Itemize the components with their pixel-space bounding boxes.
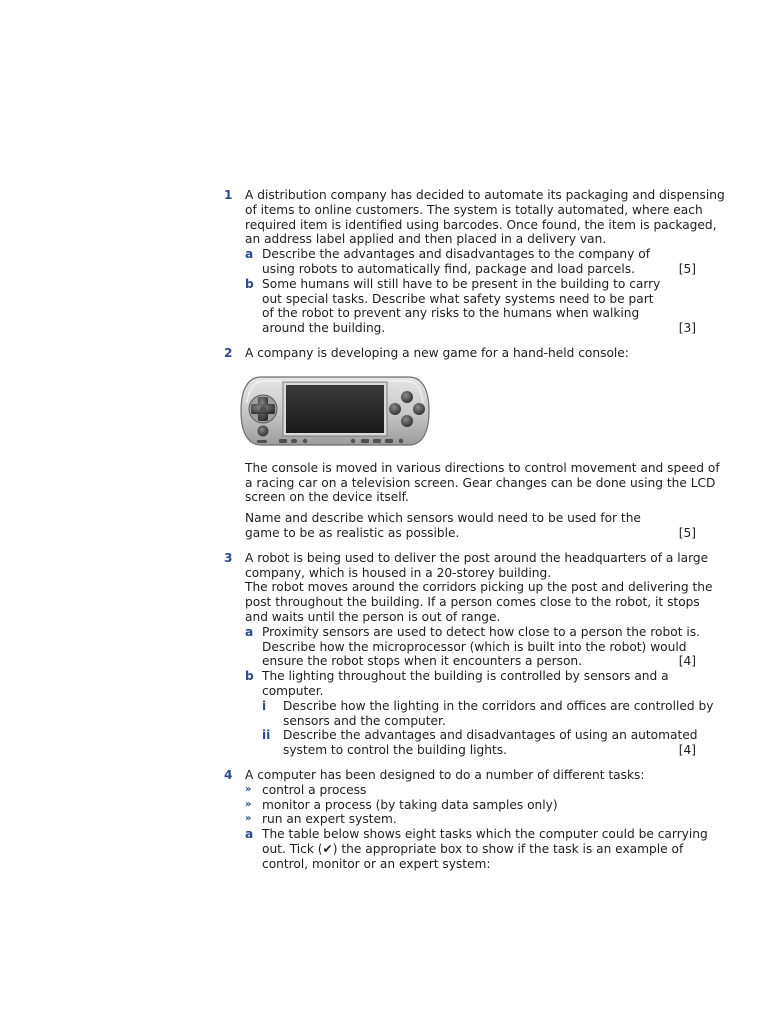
- question-text-line: an address label applied and then placed in a delivery van.: [245, 232, 607, 247]
- question-number: 3: [224, 550, 233, 565]
- part-text-line: Describe how the microprocessor (which is built into the robot) would: [262, 639, 687, 654]
- part-label: a: [245, 247, 254, 262]
- subpart-text-line: sensors and the computer.: [283, 713, 446, 728]
- part-text-line: computer.: [262, 683, 324, 698]
- directional-pad: [249, 395, 277, 423]
- analog-stick: [258, 426, 268, 436]
- bullet-chevron-icon: »: [245, 798, 252, 810]
- part-text-line: of the robot to prevent any risks to the humans when walking: [262, 306, 640, 321]
- part-a: [245, 624, 700, 669]
- subpart-text-line: Describe how the lighting in the corridors and offices are controlled by: [283, 698, 714, 713]
- bullet-text: control a process: [262, 782, 367, 797]
- part-a: [245, 247, 696, 277]
- bullet-chevron-icon: »: [245, 783, 252, 795]
- question-text-line: screen on the device itself.: [245, 490, 409, 505]
- question-text-line: required item is identified using barcodes. Once found, the item is packaged,: [245, 217, 717, 232]
- question-text-line: The console is moved in various directions to control movement and speed of: [245, 460, 720, 475]
- part-text-line: The lighting throughout the building is controlled by sensors and a: [262, 669, 669, 684]
- question-text-line: company, which is housed in a 20-storey building.: [245, 565, 552, 580]
- part-text: around the building.: [262, 321, 386, 336]
- part-label: b: [245, 669, 254, 684]
- question-4: [224, 767, 708, 872]
- mark-allocation: [5]: [678, 261, 696, 276]
- question-text-line: A robot is being used to deliver the post around the headquarters of a large: [245, 550, 709, 565]
- handheld-console-illustration: [239, 373, 431, 451]
- bullet-text: run an expert system.: [262, 812, 397, 827]
- part-text-line: Describe the advantages and disadvantages to the company of: [262, 247, 650, 262]
- mark-allocation: [3]: [678, 321, 696, 336]
- question-text-line: A computer has been designed to do a number of different tasks:: [245, 767, 645, 782]
- question-3: [224, 550, 714, 758]
- question-1: [224, 188, 725, 336]
- part-b: [245, 277, 696, 336]
- part-label: b: [245, 276, 254, 291]
- bullet-item: [245, 798, 696, 813]
- question-text: game to be as realistic as possible.: [245, 525, 460, 540]
- part-text-line: [262, 321, 696, 336]
- subpart-label: i: [262, 698, 267, 713]
- bullet-item: [245, 812, 696, 827]
- question-text-line: [245, 526, 696, 541]
- part-label: a: [245, 827, 254, 842]
- question-text-line: The robot moves around the corridors picking up the post and delivering the: [245, 580, 713, 595]
- part-text-line: The table below shows eight tasks which the computer could be carrying: [262, 827, 708, 842]
- part-text: ensure the robot stops when it encounters a person.: [262, 654, 583, 669]
- question-text-line: post throughout the building. If a person comes close to the robot, it stops: [245, 595, 700, 610]
- question-text-line: Name and describe which sensors would need to be used for the: [245, 511, 641, 526]
- part-text-line: control, monitor or an expert system:: [262, 856, 491, 871]
- bullet-item: [245, 783, 696, 798]
- question-number: 2: [224, 345, 233, 360]
- mark-allocation: [5]: [678, 525, 696, 540]
- mark-allocation: [4]: [678, 743, 696, 758]
- part-label: a: [245, 624, 254, 639]
- question-text-line: A company is developing a new game for a hand-held console:: [245, 345, 629, 360]
- question-text-line: and waits until the person is out of range.: [245, 609, 501, 624]
- part-text: using robots to automatically find, package and load parcels.: [262, 261, 635, 276]
- subpart-i: [262, 698, 714, 729]
- question-number: 1: [224, 188, 233, 202]
- bullet-chevron-icon: »: [245, 813, 252, 825]
- question-2-task: [245, 511, 696, 541]
- part-text-line: [262, 262, 696, 277]
- part-a: [245, 827, 708, 871]
- mark-allocation: [4]: [678, 654, 696, 669]
- part-b: [245, 669, 714, 758]
- subpart-text: system to control the building lights.: [283, 743, 507, 758]
- part-text-line: Some humans will still have to be present in the building to carry: [262, 276, 661, 291]
- question-text-line: A distribution company has decided to automate its packaging and dispensing: [245, 188, 725, 202]
- part-text-line: out. Tick (✔) the appropriate box to show if the task is an example of: [262, 841, 684, 856]
- question-list: [224, 188, 725, 881]
- question-text-line: of items to online customers. The system is totally automated, where each: [245, 202, 703, 217]
- part-text-line: [262, 654, 696, 669]
- subpart-text-line: Describe the advantages and disadvantages of using an automated: [283, 728, 698, 743]
- question-number: 4: [224, 767, 233, 782]
- question-text-line: a racing car on a television screen. Gear changes can be done using the LCD: [245, 475, 716, 490]
- part-text-line: Proximity sensors are used to detect how close to a person the robot is.: [262, 624, 700, 639]
- bullet-text: monitor a process (by taking data samples only): [262, 797, 558, 812]
- lcd-screen: [283, 382, 387, 436]
- subpart-ii: [262, 728, 696, 758]
- part-text-line: out special tasks. Describe what safety systems need to be part: [262, 291, 654, 306]
- question-2-description: [245, 460, 720, 505]
- subpart-text-line: [283, 743, 696, 758]
- subpart-label: ii: [262, 728, 271, 743]
- question-2: [224, 345, 720, 541]
